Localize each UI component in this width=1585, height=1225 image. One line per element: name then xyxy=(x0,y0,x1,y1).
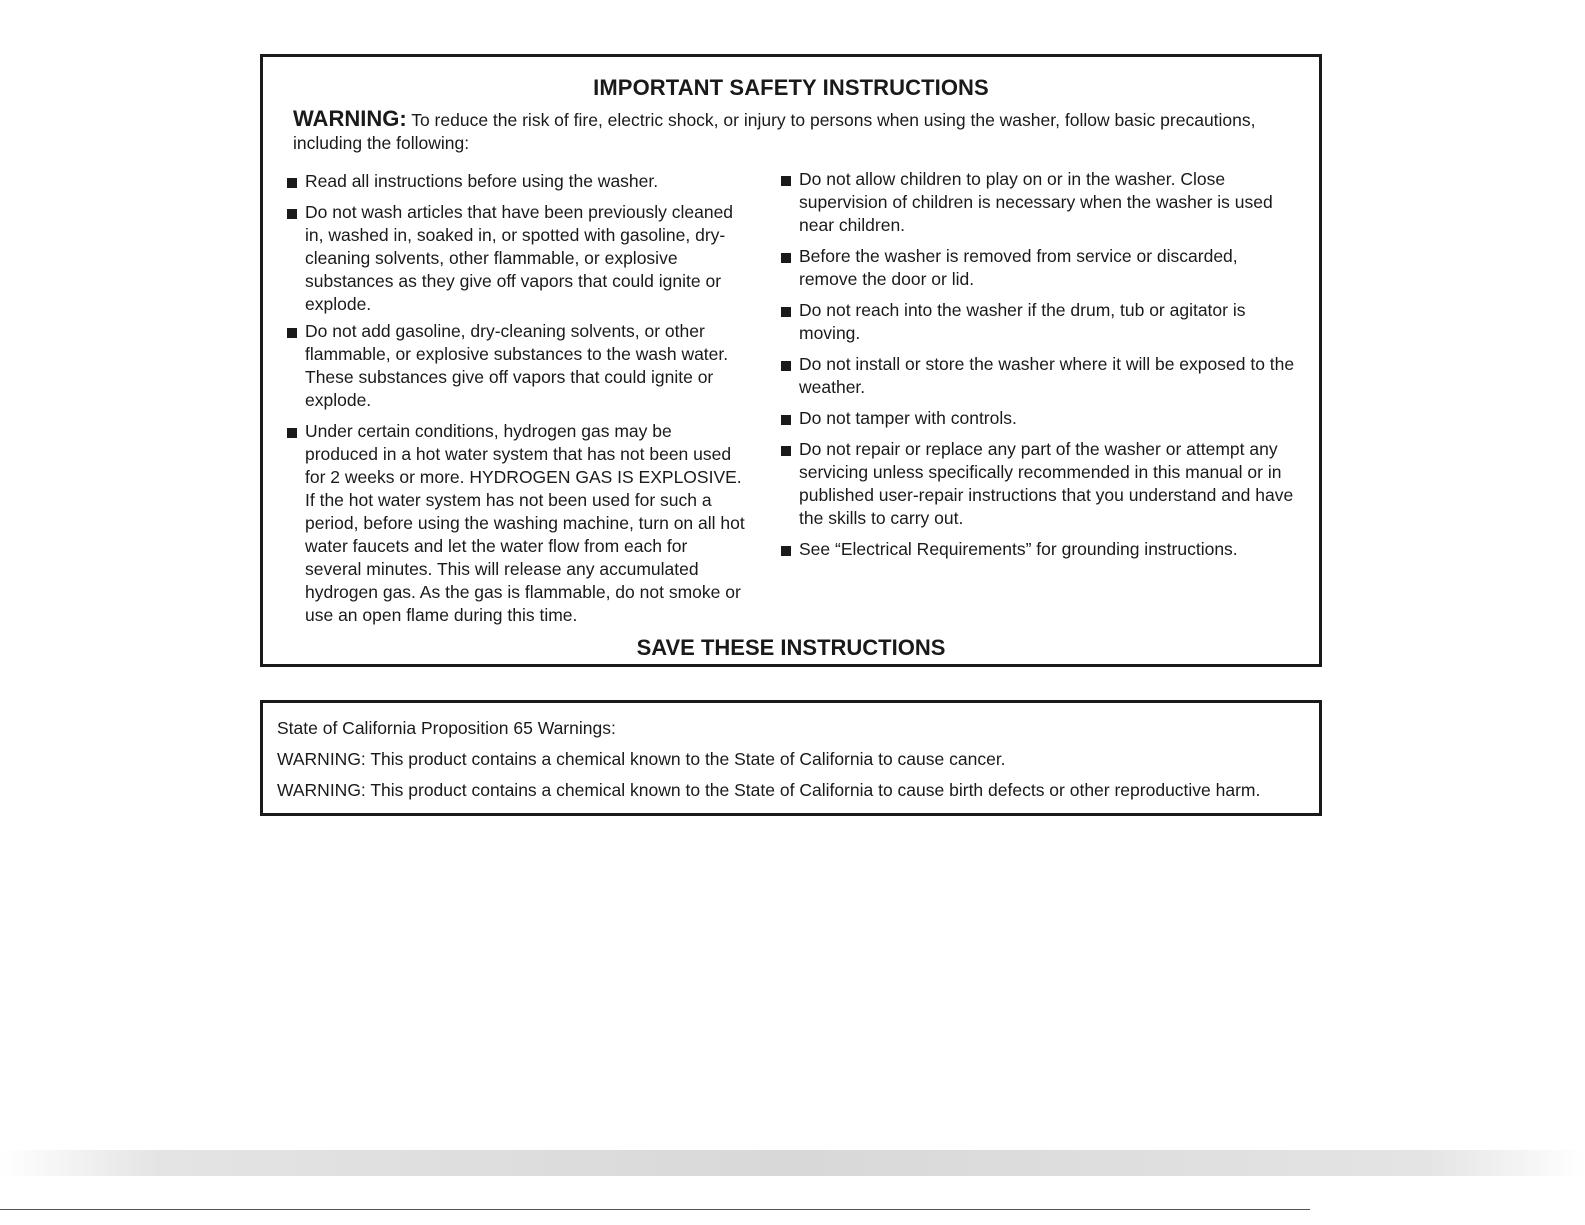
list-item xyxy=(781,299,1295,345)
instruction-text: See “Electrical Requirements” for grounding instructions. xyxy=(799,539,1238,559)
warning-text: To reduce the risk of fire, electric shock, or injury to persons when using the washer, follow basic precautions, including the following: xyxy=(293,110,1256,153)
square-bullet-icon xyxy=(781,415,791,425)
right-instruction-list xyxy=(781,168,1295,569)
square-bullet-icon xyxy=(287,209,297,219)
prop65-birth-defects-warning: WARNING: This product contains a chemical known to the State of California to cause birth defects or other reproductive harm. xyxy=(277,780,1261,800)
left-instruction-list xyxy=(287,170,747,635)
list-item xyxy=(781,407,1295,430)
instruction-text: Do not repair or replace any part of the washer or attempt any servicing unless specifically recommended in this manual or in published user-repair instructions that you understand and have the skills to carry out. xyxy=(799,439,1294,528)
square-bullet-icon xyxy=(781,253,791,263)
safety-instructions-box xyxy=(260,54,1322,667)
list-item xyxy=(287,320,747,412)
square-bullet-icon xyxy=(287,178,297,188)
square-bullet-icon xyxy=(781,546,791,556)
list-item xyxy=(287,201,747,316)
list-item xyxy=(781,538,1295,561)
square-bullet-icon xyxy=(287,328,297,338)
prop65-warning-box xyxy=(260,700,1322,816)
warning-label: WARNING: xyxy=(293,106,407,131)
prop65-heading: State of California Proposition 65 Warnings: xyxy=(277,718,616,738)
instruction-text: Do not reach into the washer if the drum, tub or agitator is moving. xyxy=(799,300,1246,343)
list-item xyxy=(781,438,1295,530)
safety-title: IMPORTANT SAFETY INSTRUCTIONS xyxy=(593,75,989,100)
prop65-cancer-warning: WARNING: This product contains a chemical known to the State of California to cause cancer. xyxy=(277,749,1006,769)
instruction-text: Do not allow children to play on or in the washer. Close supervision of children is necessary when the washer is used near children. xyxy=(799,169,1273,235)
instruction-text: Read all instructions before using the washer. xyxy=(305,171,659,191)
list-item xyxy=(781,245,1295,291)
instruction-text: Do not install or store the washer where it will be exposed to the weather. xyxy=(799,354,1295,397)
instruction-text: Do not add gasoline, dry-cleaning solvents, or other flammable, or explosive substances to the wash water. These substances give off vapors that could ignite or explode. xyxy=(305,321,729,410)
square-bullet-icon xyxy=(287,428,297,438)
warning-intro xyxy=(293,107,1289,155)
instruction-text: Under certain conditions, hydrogen gas may be produced in a hot water system that has not been used for 2 weeks or more. HYDROGEN GAS IS EXPLOSIVE. If the hot water system has not been used for such a period, before using the washing machine, turn on all hot water faucets and let the water flow from each for several minutes. This will release any accumulated hydrogen gas. As the gas is flammable, do not smoke or use an open flame during this time. xyxy=(305,421,745,625)
list-item xyxy=(287,420,747,627)
square-bullet-icon xyxy=(781,446,791,456)
instruction-text: Before the washer is removed from service or discarded, remove the door or lid. xyxy=(799,246,1238,289)
save-instructions-title: SAVE THESE INSTRUCTIONS xyxy=(636,635,946,660)
footer-gradient-band xyxy=(0,1150,1585,1176)
square-bullet-icon xyxy=(781,307,791,317)
square-bullet-icon xyxy=(781,361,791,371)
square-bullet-icon xyxy=(781,176,791,186)
list-item xyxy=(287,170,747,193)
list-item xyxy=(781,353,1295,399)
instruction-text: Do not tamper with controls. xyxy=(799,408,1017,428)
list-item xyxy=(781,168,1295,237)
instruction-text: Do not wash articles that have been previously cleaned in, washed in, soaked in, or spotted with gasoline, dry-cleaning solvents, other flammable, or explosive substances as they give off vapors that could ignite or explode. xyxy=(305,202,734,314)
footer-divider xyxy=(0,1209,1310,1210)
